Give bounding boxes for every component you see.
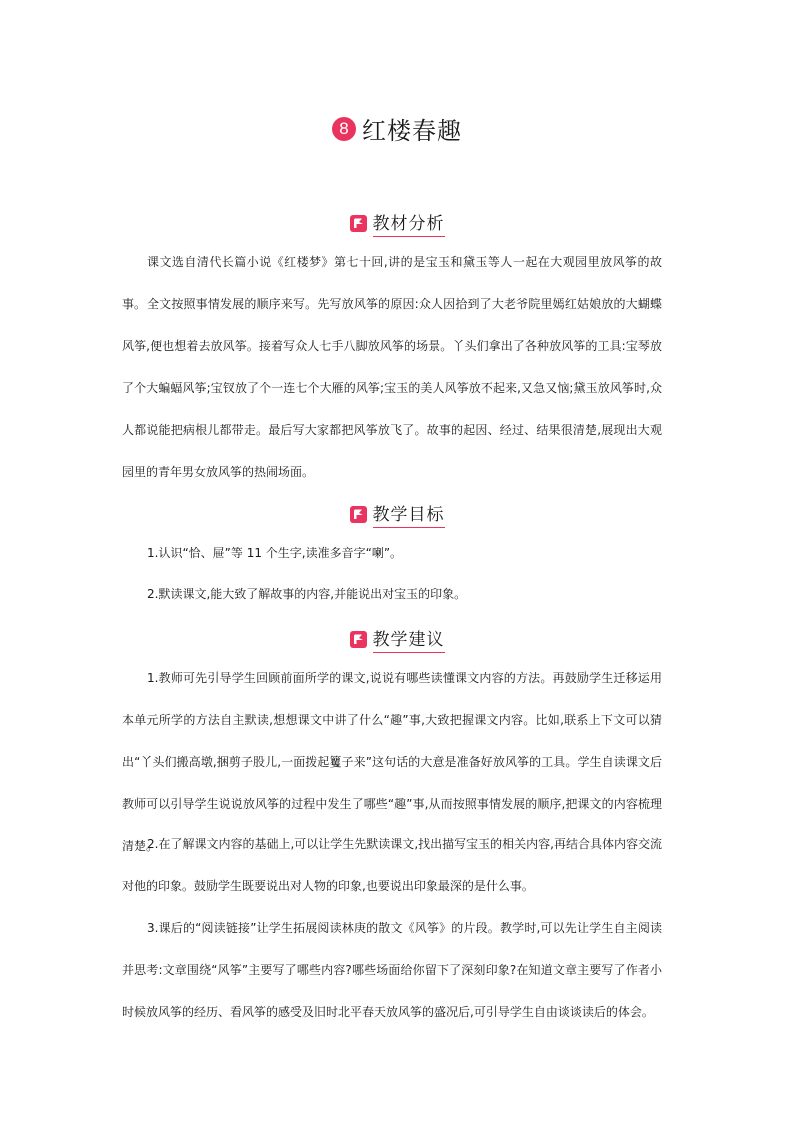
suggestion-item-3: 3.课后的“阅读链接”让学生拓展阅读林庚的散文《风筝》的片段。教学时,可以先让学生自主阅读并思考:文章围绕“风筝”主要写了哪些内容?哪些场面给你留下了深刻印象?在知道文章主要写了作者小时候放风筝的经历、看风筝的感受及旧时北平春天放风筝的盛况后,可引导学生自由谈谈读后的体会。: [122, 921, 662, 1019]
section-title: 教材分析: [373, 209, 445, 237]
objective-item-2: 2.默读课文,能大致了解故事的内容,并能说出对宝玉的印象。: [147, 587, 467, 601]
section-heading-objectives: [0, 500, 794, 528]
objective-item-1: 1.认识“恰、屉”等 11 个生字,读准多音字“喇”。: [147, 546, 403, 560]
section-marker-icon: [350, 631, 367, 648]
section-title: 教学目标: [373, 500, 445, 528]
section-marker-icon: [350, 506, 367, 523]
analysis-paragraph-2: 全文按照事情发展的顺序来写。先写放风筝的原因:众人因拾到了大老爷院里嫣红姑娘放的大蝴蝶风筝,便也想着去放风筝。接着写众人七手八脚放风筝的场景。丫头们拿出了各种放风筝的工具:宝琴放了个大蝙蝠风筝;宝钗放了个一连七个大雁的风筝;宝玉的美人风筝放不起来,又急又恼;黛玉放风筝时,众人都说能把病根儿都带走。最后写大家都把风筝放飞了。故事的起因、经过、结果很清楚,展现出大观园里的青年男女放风筝的热闹场面。: [122, 297, 662, 479]
lesson-number-badge: 8: [332, 117, 356, 141]
section-marker-icon: [350, 215, 367, 232]
analysis-paragraph-1: 课文选自清代长篇小说《红楼梦》第七十回,讲的是宝玉和黛玉等人一起在大观园里放风筝的故事。: [122, 255, 662, 311]
suggestion-item-1: 1.教师可先引导学生回顾前面所学的课文,说说有哪些读懂课文内容的方法。再鼓励学生迁移运用本单元所学的方法自主默读,想想课文中讲了什么“趣”事,大致把握课文内容。比如,联系上下文可以猜出“丫头们搬高墩,捆剪子股儿,一面拨起籰子来”这句话的大意是准备好放风筝的工具。学生自读课文后教师可以引导学生说说放风筝的过程中发生了哪些“趣”事,从而按照事情发展的顺序,把课文的内容梳理清楚。: [122, 671, 662, 853]
lesson-title: 红楼春趣: [362, 117, 462, 145]
section-title: 教学建议: [373, 625, 445, 653]
section-heading-suggestions: [0, 625, 794, 653]
suggestion-item-2: 2.在了解课文内容的基础上,可以让学生先默读课文,找出描写宝玉的相关内容,再结合具体内容交流对他的印象。鼓励学生既要说出对人物的印象,也要说出印象最深的是什么事。: [122, 837, 662, 893]
lesson-title-row: [0, 111, 794, 146]
section-heading-analysis: [0, 209, 794, 237]
